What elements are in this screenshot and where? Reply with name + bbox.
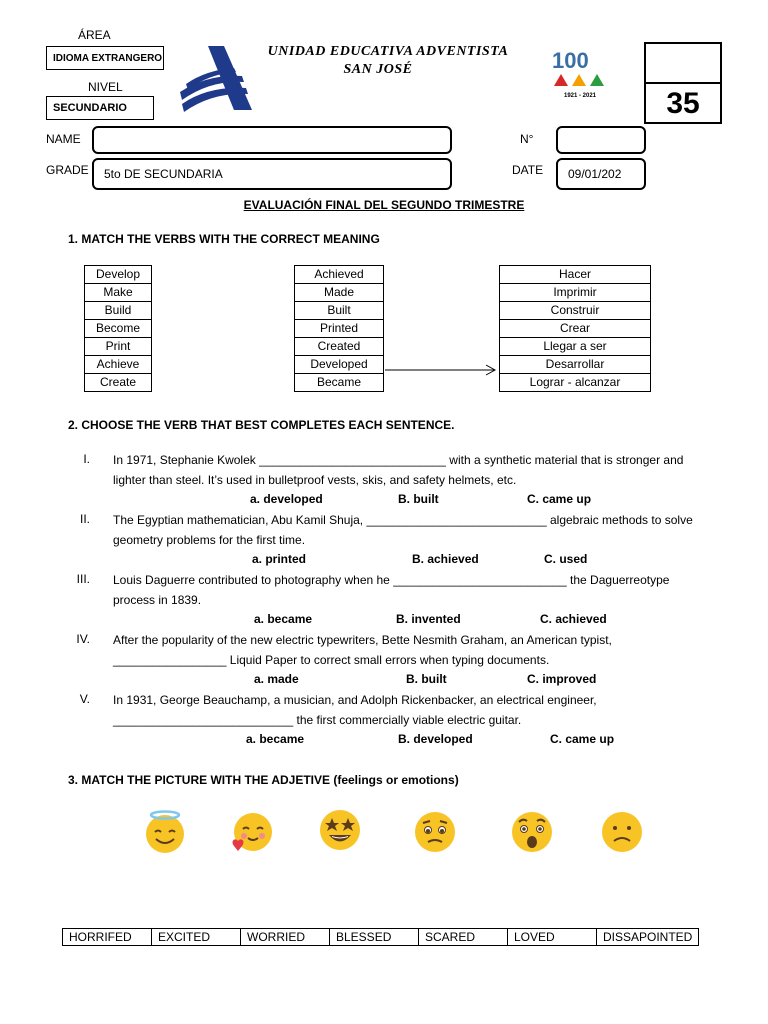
anniversary-triangles-icon xyxy=(552,72,608,88)
question-number: I. xyxy=(83,452,90,466)
past-tense-table xyxy=(294,265,384,392)
option-b[interactable]: B. invented xyxy=(396,612,461,626)
grade-field[interactable]: 5to DE SECUNDARIA xyxy=(92,158,452,190)
question-number: V. xyxy=(79,692,90,706)
question-text xyxy=(113,690,703,730)
question-line: In 1931, George Beauchamp, a musician, and Adolph Rickenbacker, an electrical engineer, xyxy=(113,693,597,707)
past-cell: Developed xyxy=(295,356,384,374)
option-a[interactable]: a. printed xyxy=(252,552,307,566)
question-number: IV. xyxy=(76,632,90,646)
verb-cell: Build xyxy=(85,302,152,320)
school-name-line1: UNIDAD EDUCATIVA ADVENTISTA xyxy=(267,44,509,59)
anniversary-years: 1921 - 2021 xyxy=(563,93,597,99)
meaning-cell: Crear xyxy=(500,320,651,338)
verb-cell: Make xyxy=(85,284,152,302)
option-a[interactable]: a. made xyxy=(254,672,299,686)
meaning-cell: Imprimir xyxy=(500,284,651,302)
heart-hug-face-icon xyxy=(230,810,274,854)
anniversary-logo xyxy=(552,50,614,112)
meaning-cell: Construir xyxy=(500,302,651,320)
adjective-cell: WORRIED xyxy=(241,929,330,946)
number-label: N° xyxy=(520,132,534,146)
area-label: ÁREA xyxy=(78,28,111,42)
adjective-cell: DISSAPOINTED xyxy=(597,929,699,946)
question-line: The Egyptian mathematician, Abu Kamil Shuja, ___________________________ algebraic methods to solve xyxy=(113,513,693,527)
question-line: _________________ Liquid Paper to correct small errors when typing documents. xyxy=(113,653,550,667)
score-value: 35 xyxy=(666,87,700,120)
section2-heading: 2. CHOOSE THE VERB THAT BEST COMPLETES EACH SENTENCE. xyxy=(68,418,455,432)
question-line: lighter than steel. It’s used in bulletproof vests, skis, and safety helmets, etc. xyxy=(113,473,517,487)
section3-heading: 3. MATCH THE PICTURE WITH THE ADJETIVE (feelings or emotions) xyxy=(68,773,459,787)
scared-face-icon xyxy=(510,810,554,854)
anniversary-number: 100 xyxy=(552,48,589,73)
name-label: NAME xyxy=(46,132,81,146)
past-cell: Made xyxy=(295,284,384,302)
question-number: II. xyxy=(79,512,90,526)
verb-cell: Become xyxy=(85,320,152,338)
option-c[interactable]: C. came up xyxy=(527,492,592,506)
adjective-cell: LOVED xyxy=(508,929,597,946)
option-b[interactable]: B. achieved xyxy=(412,552,479,566)
question-text xyxy=(113,630,703,670)
verb-cell: Create xyxy=(85,374,152,392)
grade-label: GRADE xyxy=(46,163,89,177)
option-b[interactable]: B. developed xyxy=(398,732,473,746)
nivel-label: NIVEL xyxy=(88,80,123,94)
question-line: ___________________________ the first commercially viable electric guitar. xyxy=(113,713,522,727)
meaning-cell: Desarrollar xyxy=(500,356,651,374)
nivel-value: SECUNDARIO xyxy=(46,96,154,120)
halo-face-icon xyxy=(143,810,187,854)
question-line: After the popularity of the new electric typewriters, Bette Nesmith Graham, an American typist, xyxy=(113,633,612,647)
date-field[interactable]: 09/01/202 xyxy=(556,158,646,190)
score-box xyxy=(644,42,722,124)
question-line: geometry problems for the first time. xyxy=(113,533,306,547)
past-cell: Created xyxy=(295,338,384,356)
question-line: process in 1839. xyxy=(113,593,202,607)
option-a[interactable]: a. became xyxy=(246,732,305,746)
adjectives-table xyxy=(62,928,699,946)
option-a[interactable]: a. became xyxy=(254,612,313,626)
date-label: DATE xyxy=(512,163,544,177)
school-logo-icon xyxy=(178,44,254,112)
match-arrow-icon xyxy=(384,360,500,380)
worried-face-icon xyxy=(413,810,457,854)
past-cell: Printed xyxy=(295,320,384,338)
verb-cell: Achieve xyxy=(85,356,152,374)
question-text xyxy=(113,510,703,550)
meaning-cell: Hacer xyxy=(500,266,651,284)
sad-face-icon xyxy=(600,810,644,854)
adjective-cell: BLESSED xyxy=(330,929,419,946)
past-cell: Built xyxy=(295,302,384,320)
name-field[interactable] xyxy=(92,126,452,154)
adjective-cell: SCARED xyxy=(419,929,508,946)
meaning-cell: Lograr - alcanzar xyxy=(500,374,651,392)
option-a[interactable]: a. developed xyxy=(250,492,323,506)
question-line: In 1971, Stephanie Kwolek ____________________________ with a synthetic material that is stronger and xyxy=(113,453,684,467)
question-line: Louis Daguerre contributed to photography when he __________________________ the Daguerreotype xyxy=(113,573,670,587)
past-cell: Achieved xyxy=(295,266,384,284)
adjective-cell: EXCITED xyxy=(152,929,241,946)
option-c[interactable]: C. achieved xyxy=(540,612,607,626)
option-b[interactable]: B. built xyxy=(406,672,447,686)
exam-title: EVALUACIÓN FINAL DEL SEGUNDO TRIMESTRE xyxy=(243,198,525,212)
meanings-table xyxy=(499,265,651,392)
adjective-cell: HORRIFED xyxy=(63,929,152,946)
area-value: IDIOMA EXTRANGERO xyxy=(46,46,164,70)
verb-cell: Develop xyxy=(85,266,152,284)
star-eyes-face-icon xyxy=(318,808,362,852)
question-text xyxy=(113,450,703,490)
school-name-line2: SAN JOSÉ xyxy=(343,62,413,77)
option-c[interactable]: C. came up xyxy=(550,732,615,746)
number-field[interactable] xyxy=(556,126,646,154)
past-cell: Became xyxy=(295,374,384,392)
question-text xyxy=(113,570,703,610)
verb-cell: Print xyxy=(85,338,152,356)
section1-heading: 1. MATCH THE VERBS WITH THE CORRECT MEANING xyxy=(68,232,380,246)
option-c[interactable]: C. used xyxy=(544,552,588,566)
meaning-cell: Llegar a ser xyxy=(500,338,651,356)
verbs-table xyxy=(84,265,152,392)
option-b[interactable]: B. built xyxy=(398,492,439,506)
option-c[interactable]: C. improved xyxy=(527,672,597,686)
question-number: III. xyxy=(76,572,90,586)
